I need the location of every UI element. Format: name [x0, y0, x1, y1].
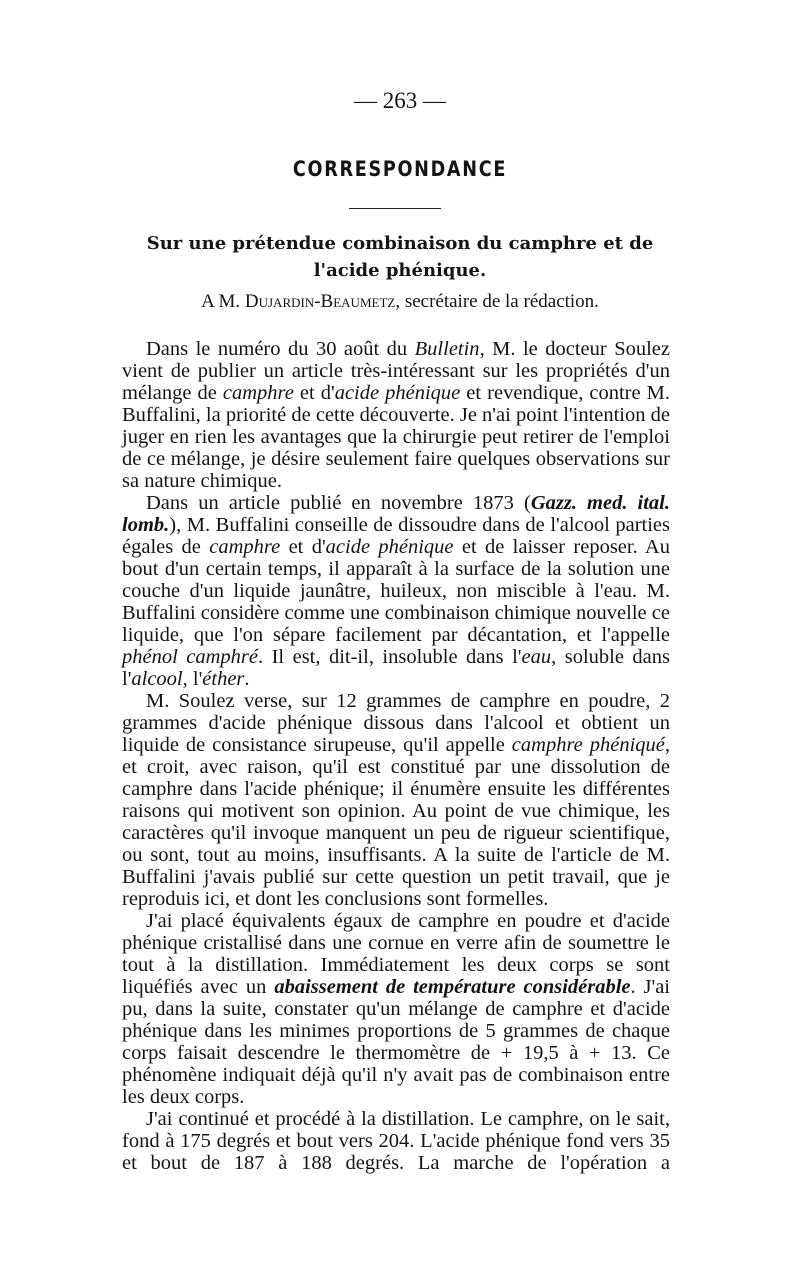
text-run: et de laisser reposer. Au bout d'un certain temps, il apparaît à la surface de la solution une couche d'un liquide jaunâtre, huileux, non miscible à l'eau. M. Buffalini considère comme une combinaison chimique nouvelle ce liquide, que l'on sépare facilement par décantation, et l'appelle	[122, 536, 670, 646]
dedication-name: Dujardin-Beaumetz	[244, 291, 396, 312]
italic-run: Bulletin	[414, 338, 480, 360]
paragraph-3	[122, 690, 670, 910]
text-run: et d'	[293, 382, 335, 404]
dedication	[0, 291, 800, 313]
bold-italic-run: abaissement de température considérable	[274, 976, 631, 998]
citation-run: Gazz. med. ital. lomb.	[122, 492, 670, 536]
text-run: .	[244, 668, 250, 690]
italic-run: camphre	[222, 382, 294, 404]
article-body	[122, 338, 670, 1174]
paragraph-1	[122, 338, 670, 492]
dedication-suffix: , secrétaire de la rédaction.	[395, 291, 599, 312]
italic-run: camphre phéniqué	[511, 734, 665, 756]
italic-run: camphre	[209, 536, 281, 558]
divider-rule	[349, 208, 441, 209]
page-number: — 263 —	[354, 88, 446, 113]
text-run: Dans le numéro du 30 août du	[146, 338, 415, 360]
text-run: et d'	[280, 536, 326, 558]
text-run: , M. le docteur Soulez vient de publier un article très-intéressant sur les propriétés d'un mélange de	[122, 338, 670, 404]
paragraph-4	[122, 910, 670, 1108]
italic-run: alcool	[131, 668, 183, 690]
italic-run: eau	[521, 646, 552, 668]
text-run: J'ai continué et procédé à la distillation. Le camphre, on le sait, fond à 175 degrés et bout vers 204. L'acide phénique fond vers 35 et bout de 187 à 188 degrés. La marche de l'opération a	[122, 1108, 670, 1174]
text-run: et revendique, contre M. Buffalini, la priorité de cette découverte. Je n'ai point l'intention de juger en rien les avantages que la chirurgie peut retirer de l'emploi de ce mélange, je désire seulement faire quelques observations sur sa nature chimique.	[122, 382, 670, 492]
dedication-prefix: A M.	[201, 291, 245, 312]
text-run: , soluble dans l'	[122, 646, 670, 690]
text-run: J'ai placé équivalents égaux de camphre en poudre et d'acide phénique cristallisé dans une cornue en verre afin de soumettre le tout à la distillation. Immédiatement les deux corps se sont liquéfiés avec un	[122, 910, 670, 998]
section-title: CORRESPONDANCE	[292, 157, 508, 181]
italic-run: acide phénique	[325, 536, 454, 558]
text-run: , l'	[182, 668, 203, 690]
article-title: Sur une prétendue combinaison du camphre et de l'acide phénique.	[146, 233, 654, 281]
text-run: Dans un article publié en novembre 1873 (	[146, 492, 531, 514]
text-run: . J'ai pu, dans la suite, constater qu'un mélange de camphre et d'acide phénique dans les minimes proportions de 5 grammes de chaque corps faisait descendre le thermomètre de + 19,5 à + 13. Ce phénomène indiquait déjà qu'il n'y avait pas de combinaison entre les deux corps.	[122, 976, 670, 1108]
text-run: . Il est, dit-il, insoluble dans l'	[258, 646, 522, 668]
text-run: ), M. Buffalini conseille de dissoudre dans de l'alcool parties égales de	[122, 514, 670, 558]
italic-run: phénol camphré	[122, 646, 258, 668]
italic-run: éther	[202, 668, 245, 690]
paragraph-2	[122, 492, 670, 690]
text-run: M. Soulez verse, sur 12 grammes de camphre en poudre, 2 grammes d'acide phénique dissous dans l'alcool et obtient un liquide de consistance sirupeuse, qu'il appelle	[122, 690, 670, 756]
italic-run: acide phénique	[334, 382, 461, 404]
paragraph-5	[122, 1108, 670, 1174]
text-run: , et croit, avec raison, qu'il est constitué par une dissolution de camphre dans l'acide phénique; il énumère ensuite les différentes raisons qui motivent son opinion. Au point de vue chimique, les caractères qu'il invoque manquent un peu de rigueur scientifique, ou sont, tout au moins, insuffisants. A la suite de l'article de M. Buffalini j'avais publié sur cette question un petit travail, que je reproduis ici, et dont les conclusions sont formelles.	[122, 734, 670, 910]
